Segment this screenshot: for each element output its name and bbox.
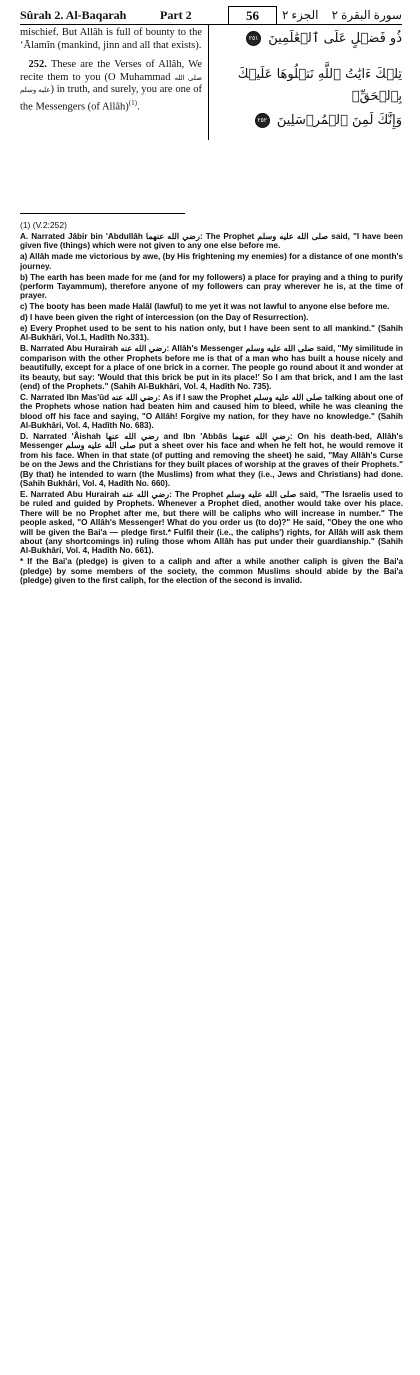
footnote-mark: (1) <box>128 98 137 107</box>
footnote-rule <box>20 213 185 214</box>
header-rule <box>20 24 402 25</box>
verse-number: 252. <box>28 59 47 71</box>
arabic-text-block <box>214 28 402 134</box>
arabic-line-1-text: ذُو فَضۡلٍ عَلَى ٱلۡعَٰلَمِينَ <box>268 31 402 46</box>
footnote-paragraph: a) Allâh made me victorious by awe, (by His frightening my enemies) for a distance of one month's journey. <box>20 252 403 271</box>
continuation-paragraph: mischief. But Allâh is full of bounty to the ʻĀlamîn (mankind, jinn and all that exists). <box>20 27 202 51</box>
ayah-marker-icon: ٢٥١ <box>246 31 261 46</box>
column-divider <box>208 25 209 140</box>
footnote-paragraph: E. Narrated Abu Hurairah رضي الله عنه: The Prophet صلى الله عليه وسلم said, "The Israelis used to be ruled and guided by Prophets. Whenever a Prophet died, another would take over his place. There will be no Prophet after me, but there will be caliphs who will increase in number." The people asked, "O Allâh's Messenger! What do you order us (to do)?" He said, "Obey the one who will be given the Bai'a — pledge first.* Fulfil their (i.e., the caliphs') rights, for Allâh will ask them about (any shortcomings in) ruling those whom Allâh has put under their guardianship." (Sahih Al-Bukhâri, Vol. 4, Hadîth No. 661). <box>20 489 403 556</box>
footnote-paragraph: c) The booty has been made Halâl (lawful) to me yet it was not lawful to anyone else before me. <box>20 302 390 312</box>
arabic-line-1 <box>214 28 402 50</box>
arabic-line-2: تِلۡكَ ءَايَٰتُ ٱللَّهِ نَتۡلُوهَا عَلَيۡكَ بِٱلۡحَقِّۚ <box>237 67 402 104</box>
footnotes <box>20 221 403 587</box>
footnote-paragraph: C. Narrated Ibn Mas'ûd رضي الله عنه: As if I saw the Prophet صلى الله عليه وسلم talking about one of the Prophets whose nation had beaten him and caused him to bleed, while he was cleaning the blood off his face and saying, "O Allâh! Forgive my nation, for they have no knowledge." (Sahih Al-Bukhâri, Vol. 4, Hadîth No. 683). <box>20 392 403 431</box>
arabic-surah-title: سورة البقرة ٢ <box>331 8 402 22</box>
verse-text-1: These are the Verses of Allâh, We recite them to you (O Muhammad <box>20 59 203 83</box>
footnote-paragraph: B. Narrated Abu Hurairah رضي الله عنه: Allâh's Messenger صلى الله عليه وسلم said, "My similitude in comparison with the other Prophets before me is that of a man who has built a house nicely and beautifully, except for a place of one brick in a corner. The people go round about it and wonder at its beauty, but say: 'Would that this brick be put in its place!' So I am that brick, and I am the last (end) of the Prophets." (Sahih Al-Bukhâri, Vol. 4, Hadîth No. 735). <box>20 344 403 391</box>
honorific-text: صلى الله عليه وسلم <box>20 73 203 95</box>
page-header <box>20 6 402 26</box>
english-translation <box>20 27 202 121</box>
verse-text-3: . <box>136 101 140 113</box>
verse-text-2: ) in truth, and surely, you are one of the Messengers (of Allâh) <box>20 84 202 113</box>
footnote-paragraph: D. Narrated 'Âishah رضي الله عنها and Ibn 'Abbâs رضي الله عنهما: On his death-bed, Allâh's Messenger صلى الله عليه وسلم put a sheet over his face and when he felt hot, he would remove it from his face. When in that state (of putting and removing the sheet) he said, "May Allâh's Curse be on the Jews and the Christians for they built places of worship at the graves of their Prophets." (By that) he intended to warn (the Muslims) from what they (i.e., Jews and Christians) had done. (Sahih Bukhâri, Vol. 4, Hadîth No. 660). <box>20 432 404 489</box>
ayah-marker-icon: ٢٥٢ <box>255 113 270 128</box>
page-number: 56 <box>228 6 277 24</box>
footnote-paragraph: A. Narrated Jâbir bin 'Abdullâh رضي الله عنهما: The Prophet صلى الله عليه وسلم said, "I have been given five (things) which were not given to any one else before me. <box>20 231 403 251</box>
footnote-paragraph: * If the Bai'a (pledge) is given to a caliph and after a while another caliph is given the Bai'a (pledge) by some members of the society, the common Muslims should abide by the Bai'a (pledge) given to the first caliph, for the election of the second is invalid. <box>20 557 403 586</box>
part-label: Part 2 <box>160 8 192 22</box>
arabic-line-3-text: وَإِنَّكَ لَمِنَ ٱلۡمُرۡسَلِينَ <box>276 113 402 128</box>
arabic-part-label: الجزء ٢ <box>282 8 319 22</box>
footnote-paragraph: e) Every Prophet used to be sent to his nation only, but I have been sent to all mankind." (Sahih Al-Bukhâri, Vol.1, Hadîth No.331). <box>20 324 403 343</box>
verse-252-paragraph <box>20 59 202 114</box>
footnote-paragraph: d) I have been given the right of intercession (on the Day of Resurrection). <box>20 313 309 323</box>
footnote-paragraph: b) The earth has been made for me (and for my followers) a place for praying and a thing to purify (perform Tayammum), therefore anyone of my followers can pray wherever he is, at the time of prayer. <box>20 272 403 301</box>
surah-title: Sûrah 2. Al-Baqarah <box>20 8 127 22</box>
arabic-line-3 <box>214 110 402 132</box>
footnote-reference: (1) (V.2:252) <box>20 220 67 230</box>
